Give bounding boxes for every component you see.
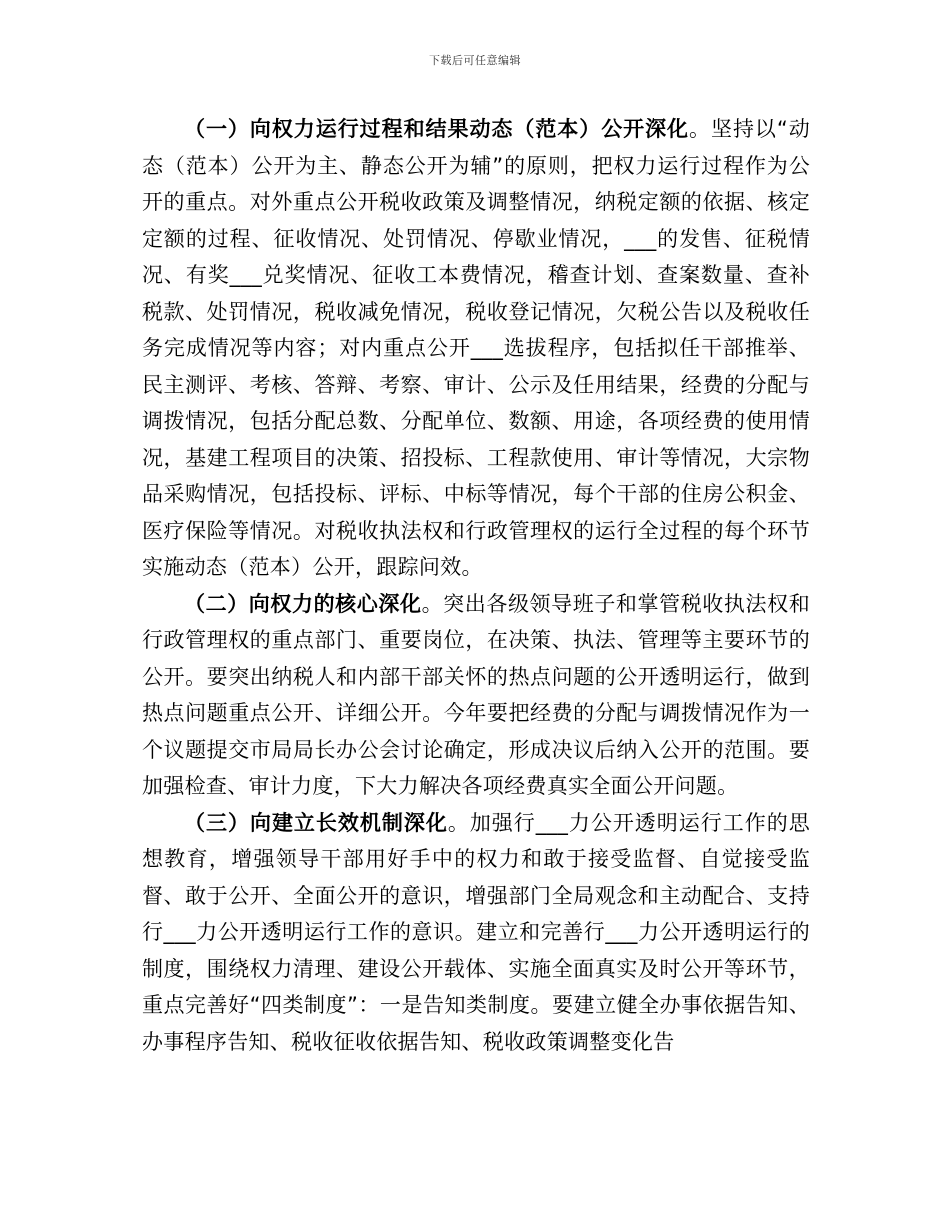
- paragraph-2-text: 。突出各级领导班子和掌管税收执法权和行政管理权的重点部门、重要岗位，在决策、执法、管理等主要环节的公开。要突出纳税人和内部干部关怀的热点问题的公开透明运行，做到热点问题重点公开、详细公开。今年要把经费的分配与调拨情况作为一个议题提交市局局长办公会讨论确定，形成决议后纳入公开的范围。要加强检查、审计力度，下大力解决各项经费真实全面公开问题。: [142, 591, 810, 798]
- paragraph-1-text: 。坚持以“动态（范本）公开为主、静态公开为辅”的原则，把权力运行过程作为公开的重点。对外重点公开税收政策及调整情况，纳税定额的依据、核定定额的过程、征收情况、处罚情况、停歇业情况，___的发售、征税情况、有奖___兑奖情况、征收工本费情况，稽查计划、查案数量、查补税款、处罚情况，税收减免情况，税收登记情况，欠税公告以及税收任务完成情况等内容；对内重点公开___选拔程序，包括拟任干部推举、民主测评、考核、答辩、考察、审计、公示及任用结果，经费的分配与调拨情况，包括分配总数、分配单位、数额、用途，各项经费的使用情况，基建工程项目的决策、招投标、工程款使用、审计等情况，大宗物品采购情况，包括投标、评标、中标等情况，每个干部的住房公积金、医疗保险等情况。对税收执法权和行政管理权的运行全过程的每个环节实施动态（范本）公开，跟踪问效。: [142, 117, 810, 579]
- paragraph-3-text: 。加强行___力公开透明运行工作的思想教育，增强领导干部用好手中的权力和敢于接受监督、自觉接受监督、敢于公开、全面公开的意识，增强部门全局观念和主动配合、支持行___力公开透明运行工作的意识。建立和完善行___力公开透明运行的制度，围绕权力清理、建设公开载体、实施全面真实及时公开等环节，重点完善好“四类制度”：一是告知类制度。要建立健全办事依据告知、办事程序告知、税收征收依据告知、税收政策调整变化告: [142, 810, 810, 1054]
- paragraph-3: [142, 805, 810, 1061]
- document-body: [142, 111, 810, 1060]
- paragraph-1: [142, 111, 810, 586]
- paragraph-2: [142, 586, 810, 805]
- paragraph-3-heading: （三）向建立长效机制深化: [184, 810, 448, 835]
- page-header: 下载后可任意编辑: [429, 54, 521, 67]
- paragraph-2-heading: （二）向权力的核心深化: [184, 591, 422, 616]
- paragraph-1-heading: （一）向权力运行过程和结果动态（范本）公开深化: [184, 117, 690, 141]
